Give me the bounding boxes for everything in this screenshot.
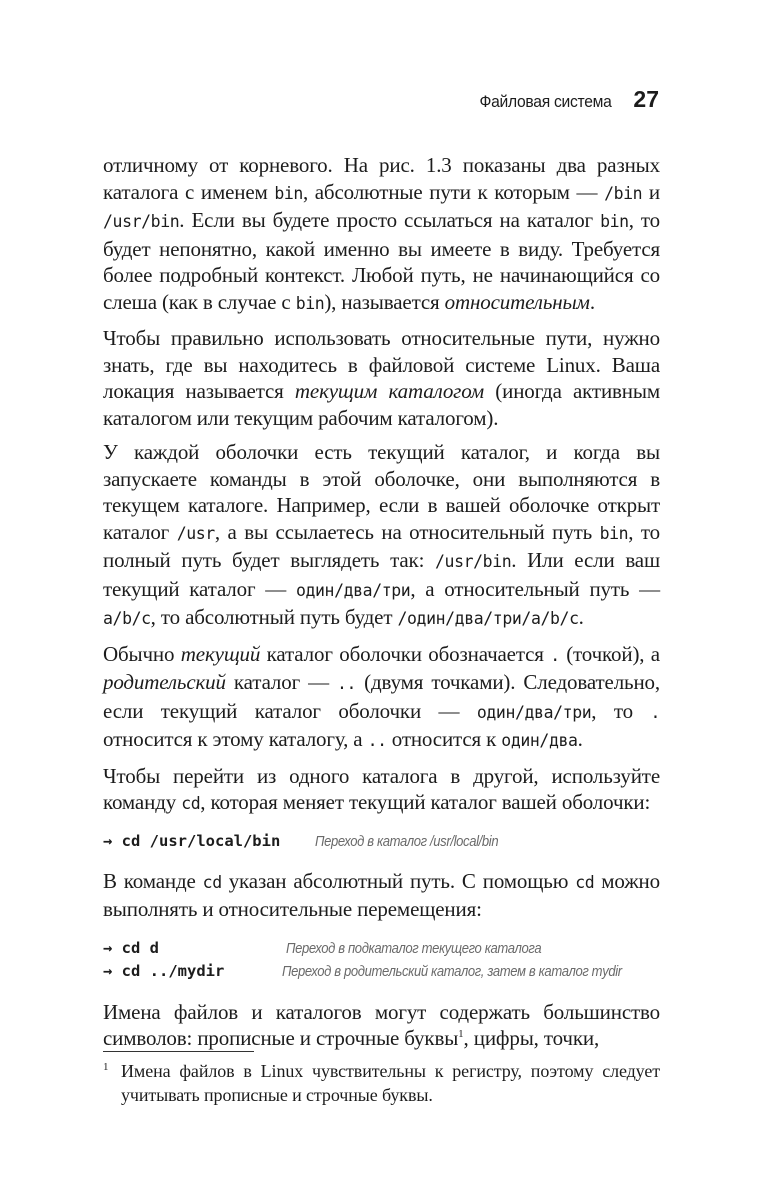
inline-code: cd	[202, 872, 222, 892]
paragraph-1: отличному от корневого. На рис. 1.3 показаны два разных каталога с именем bin, абсолютные пути к которым — /bin и /usr/bin. Если вы будете просто ссылаться на каталог bin, то будет непонятно, какой именно вы имеете в виду. Требуется более подробный контекст. Любой путь, не начинающийся со слеша (как в случае с bin), называется относительным.	[103, 153, 660, 314]
command-code: → cd ../mydir	[103, 961, 225, 980]
paragraph-5: Чтобы перейти из одного каталога в другой, используйте команду cd, которая меняет текущий каталог вашей оболочки:	[103, 763, 660, 814]
paragraph-6: В команде cd указан абсолютный путь. С помощью cd можно выполнять и относительные перемещения:	[103, 868, 660, 921]
inline-code: /bin	[604, 183, 643, 203]
command-code: → cd d	[103, 938, 159, 957]
command-example-1	[103, 832, 660, 850]
command-line	[103, 960, 660, 983]
inline-code: /один/два/три/a/b/c	[397, 609, 579, 628]
command-annotation: Переход в родительский каталог, затем в каталог mydir	[282, 963, 623, 980]
body-text	[103, 152, 660, 1060]
inline-code: .	[550, 645, 560, 665]
emphasis: относительным	[444, 289, 590, 314]
inline-code: ..	[367, 731, 387, 750]
command-code: → cd /usr/local/bin	[103, 831, 281, 850]
footnote-reference: 1	[458, 1028, 464, 1040]
inline-code: bin	[274, 183, 303, 203]
inline-code: .	[650, 702, 660, 722]
inline-code: bin	[295, 293, 325, 313]
command-example-2	[103, 937, 660, 983]
footnote-divider	[103, 1051, 254, 1052]
inline-code: cd	[575, 872, 595, 892]
emphasis: текущим каталогом	[294, 379, 485, 403]
running-header	[103, 86, 659, 113]
inline-code: один/два	[501, 731, 578, 750]
inline-code: /usr/bin	[435, 552, 512, 571]
paragraph-4: Обычно текущий каталог оболочки обозначается . (точкой), а родительский каталог — .. (двумя точками). Следовательно, если текущий каталог оболочки — один/два/три, то . относится к этому каталогу, а .. относится к один/два.	[103, 641, 660, 751]
inline-code: bin	[600, 212, 629, 231]
inline-code: /usr	[176, 523, 215, 543]
page-number: 27	[633, 86, 659, 112]
inline-code: один/два/три	[476, 702, 592, 722]
paragraph-7: Имена файлов и каталогов могут содержать большинство символов: прописные и строчные буквы$^1$, цифры, точки,	[103, 999, 660, 1050]
paragraph-3: У каждой оболочки есть текущий каталог, и когда вы запускаете команды в этой оболочке, они выполняются в текущем каталоге. Например, если в вашей оболочке открыт каталог /usr, а вы ссылаетесь на относительный путь bin, то полный путь будет выглядеть так: /usr/bin. Или если ваш текущий каталог — один/два/три, а относительный путь — a/b/c, то абсолютный путь будет /один/два/три/a/b/c.	[103, 440, 661, 629]
footnote	[103, 1059, 660, 1107]
command-line	[103, 832, 660, 850]
command-annotation: Переход в подкаталог текущего каталога	[286, 940, 542, 957]
emphasis: родительский	[103, 670, 226, 694]
footnote-mark: 1	[103, 1061, 109, 1073]
emphasis: текущий	[180, 641, 261, 666]
inline-code: cd	[181, 794, 201, 813]
command-annotation: Переход в каталог /usr/local/bin	[315, 833, 499, 850]
inline-code: bin	[599, 523, 629, 543]
inline-code: /usr/bin	[103, 212, 180, 231]
inline-code: один/два/три	[295, 580, 411, 600]
inline-code: a/b/c	[103, 609, 151, 628]
inline-code: ..	[337, 674, 357, 693]
command-line	[103, 937, 660, 960]
section-title: Файловая система	[479, 92, 612, 111]
paragraph-2: Чтобы правильно использовать относительные пути, нужно знать, где вы находитесь в файловой системе Linux. Ваша локация называется текущим каталогом (иногда активным каталогом или текущим рабочим каталогом).	[103, 326, 660, 430]
footnote-text: Имена файлов в Linux чувствительны к регистру, поэтому следует учитывать прописные и строчные буквы.	[121, 1061, 660, 1105]
